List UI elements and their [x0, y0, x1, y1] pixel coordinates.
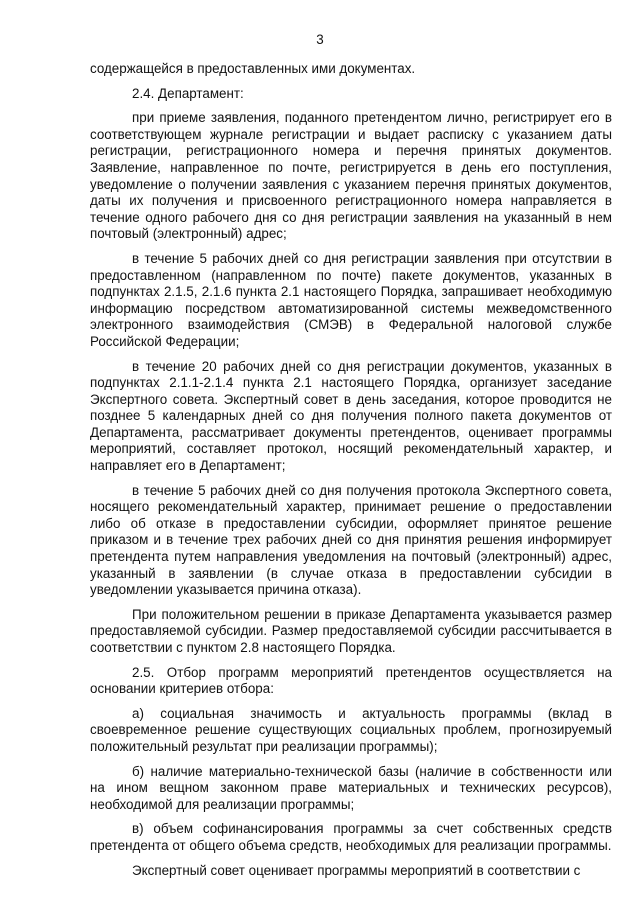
paragraph-application-receipt: при приеме заявления, поданного претендентом лично, регистрирует его в соответствующем журнале регистрации и выдает расписку с указанием даты регистрации, регистрационного номера и перечня принятых документов. Заявление, направленное по почте, регистрируется в день его поступления, уведомление о получении заявления с указанием перечня принятых документов, даты их получения и присвоенного регистрационного номера направляется в течение одного рабочего дня со дня регистрации заявления на указанный в нем почтовый (электронный) адрес;	[90, 110, 612, 242]
paragraph-smev-request: в течение 5 рабочих дней со дня регистрации заявления при отсутствии в предоставленном (направленном по почте) пакете документов, указанных в подпунктах 2.1.5, 2.1.6 пункта 2.1 настоящего Порядка, запрашивает необходимую информацию посредством автоматизированной системы межведомственного электронного взаимодействия (СМЭВ) в Федеральной налоговой службе Российской Федерации;	[90, 250, 612, 349]
page-number: 3	[316, 32, 324, 47]
paragraph-continuation: содержащейся в предоставленных ими документах.	[90, 61, 416, 76]
criterion-c: в) объем софинансирования программы за счет собственных средств претендента от общего объема средств, необходимых для реализации программы.	[90, 821, 612, 853]
paragraph-decision: в течение 5 рабочих дней со дня получения протокола Экспертного совета, носящего рекомендательный характер, принимает решение о предоставлении либо об отказе в предоставлении субсидии, оформляет принятое решение приказом и в течение трех рабочих дней со дня принятия решения информирует претендента путем направления уведомления на почтовый (электронный) адрес, указанный в заявлении (в случае отказа в предоставлении субсидии в уведомлении указывается причина отказа).	[90, 482, 612, 598]
section-heading-2-4: 2.4. Департамент:	[132, 85, 244, 101]
criterion-a: а) социальная значимость и актуальность программы (вклад в своевременное решение существующих социальных проблем, прогнозируемый положительный результат при реализации программы);	[90, 705, 612, 754]
criterion-b: б) наличие материально-технической базы (наличие в собственности или на ином вещном законном праве материальных и технических ресурсов), необходимой для реализации программы;	[90, 763, 612, 812]
paragraph-expert-council: в течение 20 рабочих дней со дня регистрации документов, указанных в подпунктах 2.1.1-2.1.4 пункта 2.1 настоящего Порядка, организует заседание Экспертного совета. Экспертный совет в день заседания, которое проводится не позднее 5 календарных дней со дня получения полного пакета документов от Департамента, рассматривает документы претендентов, оценивает программы мероприятий, составляет протокол, носящий рекомендательный характер, и направляет его в Департамент;	[90, 358, 612, 474]
section-heading-2-5: 2.5. Отбор программ мероприятий претендентов осуществляется на основании критериев отбора:	[90, 664, 612, 697]
paragraph-evaluation: Экспертный совет оценивает программы мероприятий в соответствии с	[132, 862, 581, 878]
document-body	[90, 61, 612, 887]
paragraph-subsidy-amount: При положительном решении в приказе Департамента указывается размер предоставляемой субсидии. Размер предоставляемой субсидии рассчитывается в соответствии с пунктом 2.8 настоящего Порядка.	[90, 606, 612, 655]
